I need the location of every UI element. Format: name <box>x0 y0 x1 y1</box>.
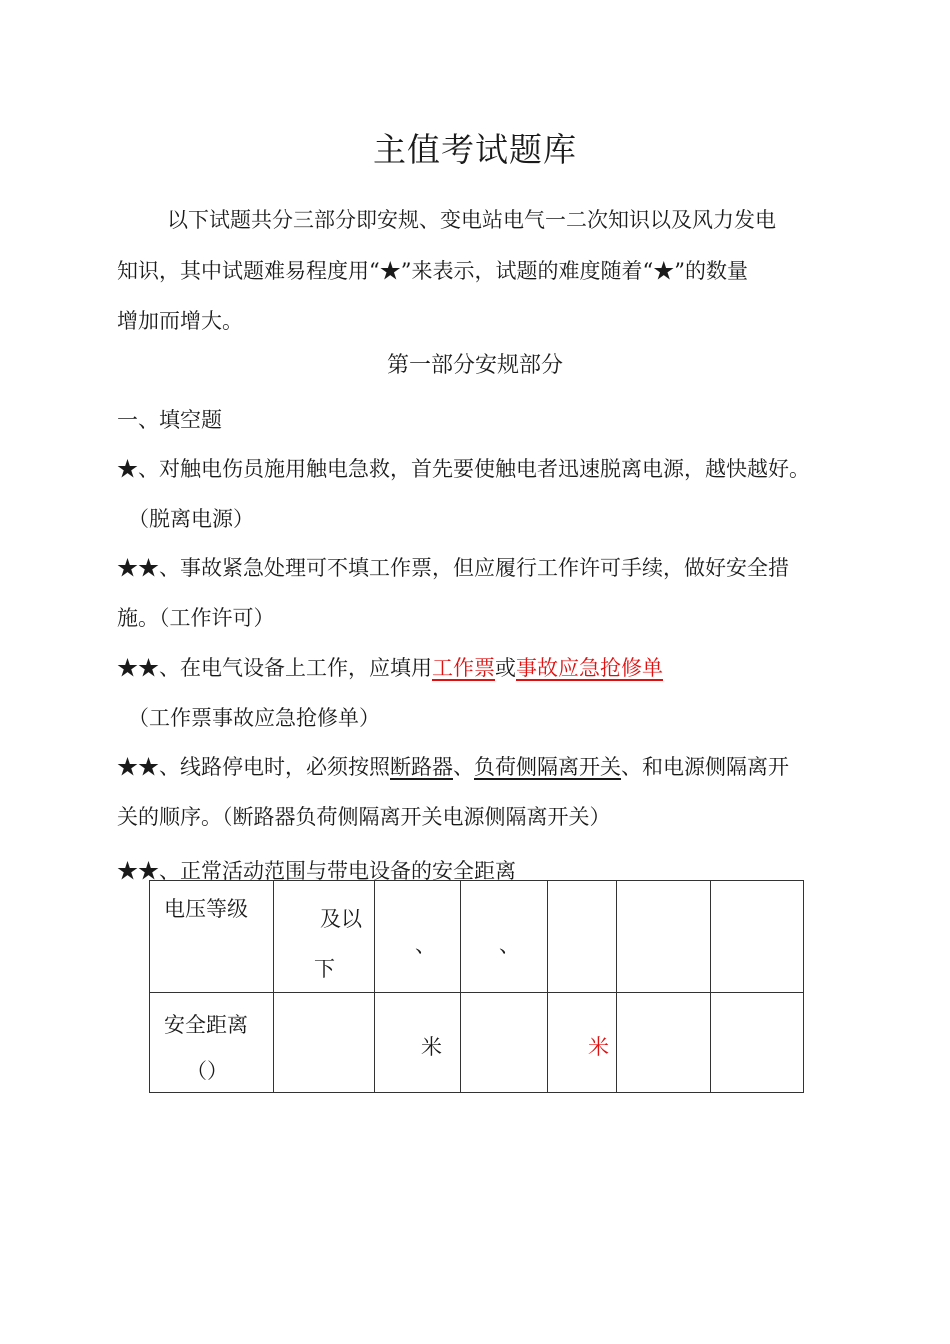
question-3-prefix: ★★、在电气设备上工作，应填用 <box>117 656 432 680</box>
intro-line-2: 知识，其中试题难易程度用“★”来表示，试题的难度随着“★”的数量 <box>117 259 748 283</box>
table-cell <box>617 993 711 1093</box>
section-title: 第一部分安规部分 <box>386 353 563 378</box>
safety-distance-unit: （） <box>186 1059 228 1083</box>
question-2-line-1: ★★、事故紧急处理可不填工作票，但应履行工作许可手续，做好安全措 <box>117 556 789 580</box>
voltage-value-a: 及以 <box>320 907 362 931</box>
voltage-range-mark-2: 、 <box>499 933 520 957</box>
voltage-value-b: 下 <box>314 957 335 981</box>
intro-line-3: 增加而增大。 <box>117 309 243 333</box>
question-4-sep: 、 <box>453 755 474 779</box>
question-2-line-2: 施。（工作许可） <box>117 606 275 630</box>
table-cell <box>274 881 375 993</box>
question-5: ★★、正常活动范围与带电设备的安全距离 <box>117 859 516 883</box>
question-3-blank-2: 事故应急抢修单 <box>516 656 663 680</box>
question-3 <box>117 652 663 682</box>
table-cell <box>375 993 461 1093</box>
question-4-suffix: 、和电源侧隔离开 <box>621 755 789 779</box>
table-cell <box>548 993 617 1093</box>
question-1: ★、对触电伤员施用触电急救，首先要使触电者迅速脱离电源，越快越好。 <box>117 457 810 481</box>
table-cell <box>548 881 617 993</box>
table-cell <box>375 881 461 993</box>
question-4-blank-1: 断路器 <box>390 755 453 779</box>
table-cell <box>711 993 804 1093</box>
question-3-blank-1: 工作票 <box>432 656 495 680</box>
subsection-heading: 一、填空题 <box>117 408 222 432</box>
question-4-line-1 <box>117 751 789 781</box>
question-4-prefix: ★★、线路停电时，必须按照 <box>117 755 390 779</box>
table-cell <box>461 993 548 1093</box>
voltage-level-header: 电压等级 <box>164 897 248 921</box>
distance-unit-1: 米 <box>421 1035 442 1059</box>
page-title: 主值考试题库 <box>373 130 577 169</box>
question-1-answer: （脱离电源） <box>128 507 254 531</box>
table-cell <box>150 881 274 993</box>
intro-line-1: 以下试题共分三部分即安规、变电站电气一二次知识以及风力发电 <box>167 208 776 232</box>
safety-distance-header: 安全距离 <box>164 1013 248 1037</box>
safety-distance-table <box>149 880 804 1093</box>
table-row <box>150 993 804 1093</box>
table-cell <box>274 993 375 1093</box>
question-3-answer: （工作票事故应急抢修单） <box>128 706 380 730</box>
table-cell <box>711 881 804 993</box>
table-cell <box>150 993 274 1093</box>
question-3-mid: 或 <box>495 656 516 680</box>
voltage-range-mark-1: 、 <box>415 933 436 957</box>
question-4-line-2: 关的顺序。（断路器负荷侧隔离开关电源侧隔离开关） <box>117 805 611 829</box>
table-cell <box>617 881 711 993</box>
distance-unit-2: 米 <box>588 1035 609 1059</box>
question-4-blank-2: 负荷侧隔离开关 <box>474 755 621 779</box>
table-cell <box>461 881 548 993</box>
table-row <box>150 881 804 993</box>
